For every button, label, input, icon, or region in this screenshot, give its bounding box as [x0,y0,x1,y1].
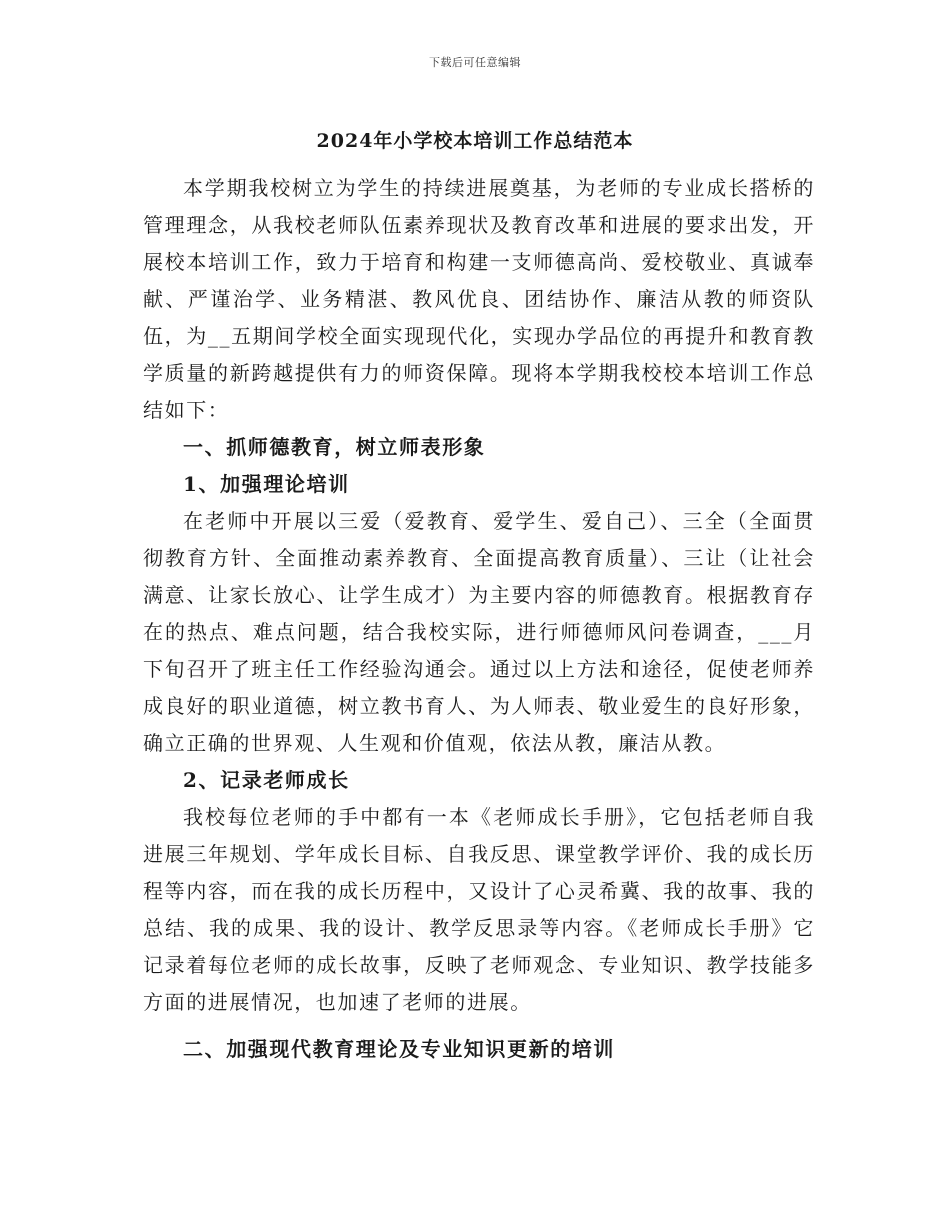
intro-paragraph: 本学期我校树立为学生的持续进展奠基，为老师的专业成长搭桥的管理理念，从我校老师队伍素养现状及教育改革和进展的要求出发，开展校本培训工作，致力于培育和构建一支师德高尚、爱校敬业、真诚奉献、严谨治学、业务精湛、教风优良、团结协作、廉洁从教的师资队伍，为__五期间学校全面实现现代化，实现办学品位的再提升和教育教学质量的新跨越提供有力的师资保障。现将本学期我校校本培训工作总结如下： [143,176,815,422]
document-title: 2024年小学校本培训工作总结范本 [316,130,634,152]
subsection-paragraph-1-1: 在老师中开展以三爱（爱教育、爱学生、爱自己）、三全（全面贯彻教育方针、全面推动素养教育、全面提高教育质量）、三让（让社会满意、让家长放心、让学生成才）为主要内容的师德教育。根据教育存在的热点、难点问题，结合我校实际，进行师德师风问卷调查，___月下旬召开了班主任工作经验沟通会。通过以上方法和途径，促使老师养成良好的职业道德，树立教书育人、为人师表、敬业爱生的良好形象，确立正确的世界观、人生观和价值观，依法从教，廉洁从教。 [143,509,815,755]
subsection-heading-1-2: 2、记录老师成长 [183,768,350,792]
subsection-paragraph-1-2: 我校每位老师的手中都有一本《老师成长手册》，它包括老师自我进展三年规划、学年成长目标、自我反思、课堂教学评价、我的成长历程等内容，而在我的成长历程中，又设计了心灵希冀、我的故事、我的总结、我的成果、我的设计、教学反思录等内容。《老师成长手册》它记录着每位老师的成长故事，反映了老师观念、专业知识、教学技能多方面的进展情况，也加速了老师的进展。 [143,805,815,1014]
document-body [143,170,815,1068]
section-heading-2: 二、加强现代教育理论及专业知识更新的培训 [183,1037,615,1061]
section-heading-1: 一、抓师德教育，树立师表形象 [183,435,486,459]
header-note: 下载后可任意编辑 [429,56,521,69]
subsection-heading-1-1: 1、加强理论培训 [183,472,350,496]
